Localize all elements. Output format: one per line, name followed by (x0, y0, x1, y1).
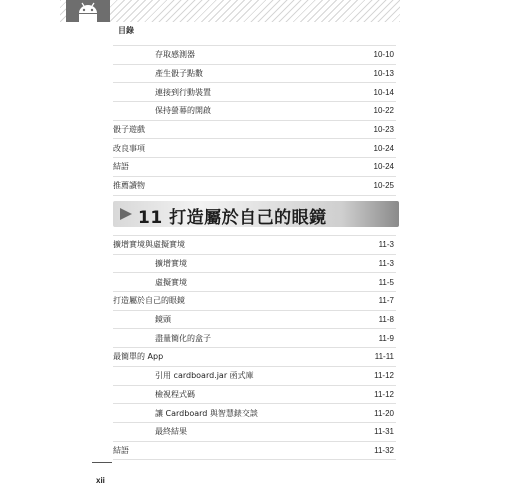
toc-entry-title: 擴增實境 (155, 259, 187, 269)
toc-entry-page: 11-3 (378, 259, 394, 269)
toc-entry-page: 11-9 (378, 333, 394, 343)
chapter-heading (138, 203, 327, 228)
toc-entry-title: 檢視程式碼 (155, 389, 195, 399)
toc-entry[interactable] (113, 386, 396, 405)
toc-entry-title: 骰子遊戲 (113, 125, 145, 135)
toc-entry-page: 11-3 (378, 240, 394, 250)
toc-entry[interactable] (113, 273, 396, 292)
toc-entry-page: 11-20 (374, 408, 394, 418)
header-stripes (60, 0, 400, 22)
page-number: xii (96, 476, 105, 485)
toc-entry-title: 存取感測器 (155, 50, 195, 60)
toc-entry-title: 保持螢幕的開啟 (155, 106, 211, 116)
toc-entry-page: 11-11 (374, 352, 394, 362)
toc-entry-title: 推薦讀物 (113, 181, 145, 191)
toc-entry[interactable] (113, 329, 396, 348)
toc-entry[interactable] (113, 348, 396, 367)
android-robot-icon (74, 2, 102, 22)
toc-entry[interactable] (113, 121, 396, 140)
toc-entry[interactable] (113, 177, 396, 196)
toc-entry[interactable] (113, 404, 396, 423)
toc-entry-title: 連接到行動裝置 (155, 87, 211, 97)
toc-entry-page: 11-5 (378, 277, 394, 287)
toc-entry-title: 鏡頭 (155, 315, 171, 325)
toc-entry[interactable] (113, 83, 396, 102)
toc-entry-page: 10-24 (373, 143, 394, 153)
toc-entry[interactable] (113, 423, 396, 442)
toc-entry-title: 讓 Cardboard 與智慧錶交談 (155, 408, 258, 418)
toc-entry-page: 10-23 (373, 125, 394, 135)
toc-entry-page: 11-12 (374, 389, 394, 399)
toc-entry-page: 11-7 (378, 296, 394, 306)
toc-entry-page: 10-22 (373, 106, 394, 116)
toc-list-chapter-11 (113, 235, 396, 460)
chapter-number: 11 (138, 208, 163, 228)
toc-entry[interactable] (113, 158, 396, 177)
toc-entry-page: 10-24 (373, 162, 394, 172)
toc-entry-title: 產生骰子點數 (155, 69, 203, 79)
toc-entry-title: 結語 (113, 445, 129, 455)
toc-entry[interactable] (113, 65, 396, 84)
toc-entry[interactable] (113, 102, 396, 121)
toc-entry[interactable] (113, 45, 396, 65)
toc-entry[interactable] (113, 367, 396, 386)
toc-entry[interactable] (113, 255, 396, 274)
toc-entry-page: 11-31 (374, 427, 394, 437)
section-title: 目錄 (118, 26, 134, 35)
toc-entry[interactable] (113, 442, 396, 461)
toc-entry-page: 10-13 (373, 69, 394, 79)
chapter-title: 打造屬於自己的眼鏡 (169, 208, 327, 228)
toc-list-chapter-10 (113, 45, 396, 196)
toc-entry[interactable] (113, 311, 396, 330)
toc-entry-page: 10-10 (373, 50, 394, 60)
toc-entry-title: 虛擬實境 (155, 277, 187, 287)
toc-entry-title: 盡量簡化的盒子 (155, 333, 211, 343)
toc-entry-page: 11-32 (374, 445, 394, 455)
toc-entry-title: 改良事項 (113, 143, 145, 153)
toc-entry-title: 擴增實境與虛擬實境 (113, 240, 185, 250)
toc-entry[interactable] (113, 139, 396, 158)
toc-entry[interactable] (113, 235, 396, 255)
chapter-arrow-icon (118, 206, 134, 222)
toc-entry-title: 打造屬於自己的眼鏡 (113, 296, 185, 306)
toc-entry[interactable] (113, 292, 396, 311)
toc-entry-title: 最簡單的 App (113, 352, 164, 362)
toc-entry-title: 結語 (113, 162, 129, 172)
toc-entry-page: 10-14 (373, 87, 394, 97)
footer-rule (92, 462, 112, 463)
toc-entry-page: 11-12 (374, 371, 394, 381)
toc-entry-page: 10-25 (373, 181, 394, 191)
toc-entry-page: 11-8 (378, 315, 394, 325)
toc-entry-title: 引用 cardboard.jar 函式庫 (155, 371, 254, 381)
header-logo (66, 0, 110, 22)
toc-entry-title: 最終結果 (155, 427, 187, 437)
